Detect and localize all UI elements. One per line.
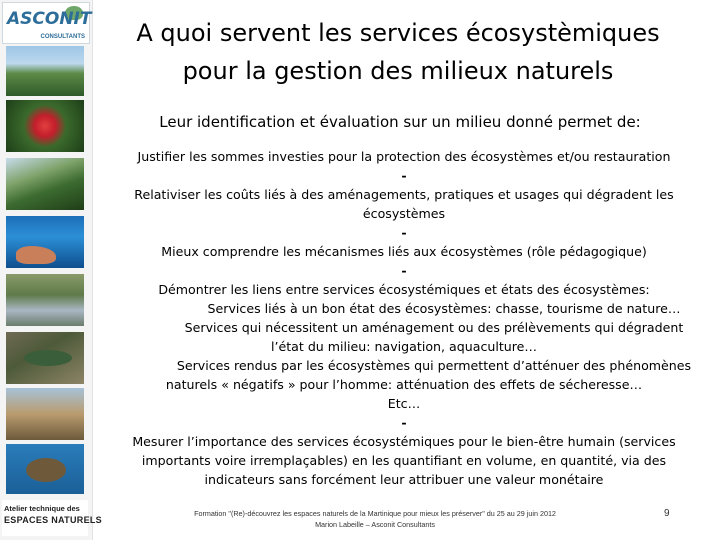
sub-item-line: Services qui nécessitent un aménagement ou des prélèvements qui dégradent	[184, 320, 684, 335]
separator-dash: -	[401, 225, 407, 240]
photo-coastline	[6, 46, 84, 96]
footer-line-1: Formation "(Re)-découvrez les espaces naturels de la Martinique pour mieux les préserver" du 25 au 29 juin 2012	[194, 509, 556, 518]
asconit-logo	[2, 2, 90, 44]
separator-dash: -	[401, 168, 407, 183]
footer-line-2: Marion Labeille – Asconit Consultants	[315, 520, 435, 529]
page-title	[96, 14, 700, 90]
subtitle: Leur identification et évaluation sur un milieu donné permet de:	[159, 113, 641, 131]
sub-item-line: naturels « négatifs » pour l’homme: atténuation des effets de sécheresse…	[165, 377, 643, 392]
body-line: indicateurs sans forcément leur attribuer une valeur monétaire	[204, 472, 604, 487]
atelier-logo-line2: ESPACES NATURELS	[4, 515, 102, 525]
footer	[140, 508, 610, 530]
body-line: Démontrer les liens entre services écosystémiques et états des écosystèmes:	[158, 282, 650, 297]
body-text	[98, 147, 710, 489]
body-line: Relativiser les coûts liés à des aménagements, pratiques et usages qui dégradent les	[134, 187, 674, 202]
photo-boardwalk	[6, 388, 84, 440]
logo-subtext: CONSULTANTS	[40, 34, 85, 40]
photo-iguana	[6, 332, 84, 384]
body-line: Mieux comprendre les mécanismes liés aux écosystèmes (rôle pédagogique)	[161, 244, 647, 259]
coral-shape	[16, 246, 56, 264]
sub-item-line: l’état du milieu: navigation, aquaculture…	[270, 339, 538, 354]
photo-sea-turtle	[6, 444, 84, 494]
title-line-1: A quoi servent les services écosystèmiques	[136, 19, 660, 47]
photo-river	[6, 274, 84, 326]
photo-coral-reef	[6, 216, 84, 268]
photo-tree-ferns	[6, 158, 84, 210]
title-line-2: pour la gestion des milieux naturels	[182, 57, 614, 85]
photo-red-flower	[6, 100, 84, 152]
body-line: Mesurer l’importance des services écosystémiques pour le bien-être humain (services	[132, 434, 676, 449]
sea-turtle-shape	[26, 458, 66, 482]
sub-item-line: Etc…	[387, 396, 421, 411]
body-line: Justifier les sommes investies pour la protection des écosystèmes et/ou restauration	[137, 149, 671, 164]
photo-strip	[0, 0, 102, 540]
atelier-logo-line1: Atelier technique des	[4, 504, 80, 513]
body-line: importants voire irremplaçables) en les quantifiant en volume, en quantité, via des	[141, 453, 667, 468]
separator-dash: -	[401, 415, 407, 430]
separator-dash: -	[401, 263, 407, 278]
sub-item-line: Services liés à un bon état des écosystèmes: chasse, tourisme de nature…	[207, 301, 681, 316]
body-line: écosystèmes	[362, 206, 446, 221]
logo-text: ASCONIT	[7, 9, 92, 29]
atelier-logo	[2, 500, 102, 536]
iguana-shape	[24, 350, 72, 366]
sub-item-line: Services rendus par les écosystèmes qui permettent d’atténuer des phénomènes	[176, 358, 692, 373]
page-number: 9	[664, 508, 670, 519]
